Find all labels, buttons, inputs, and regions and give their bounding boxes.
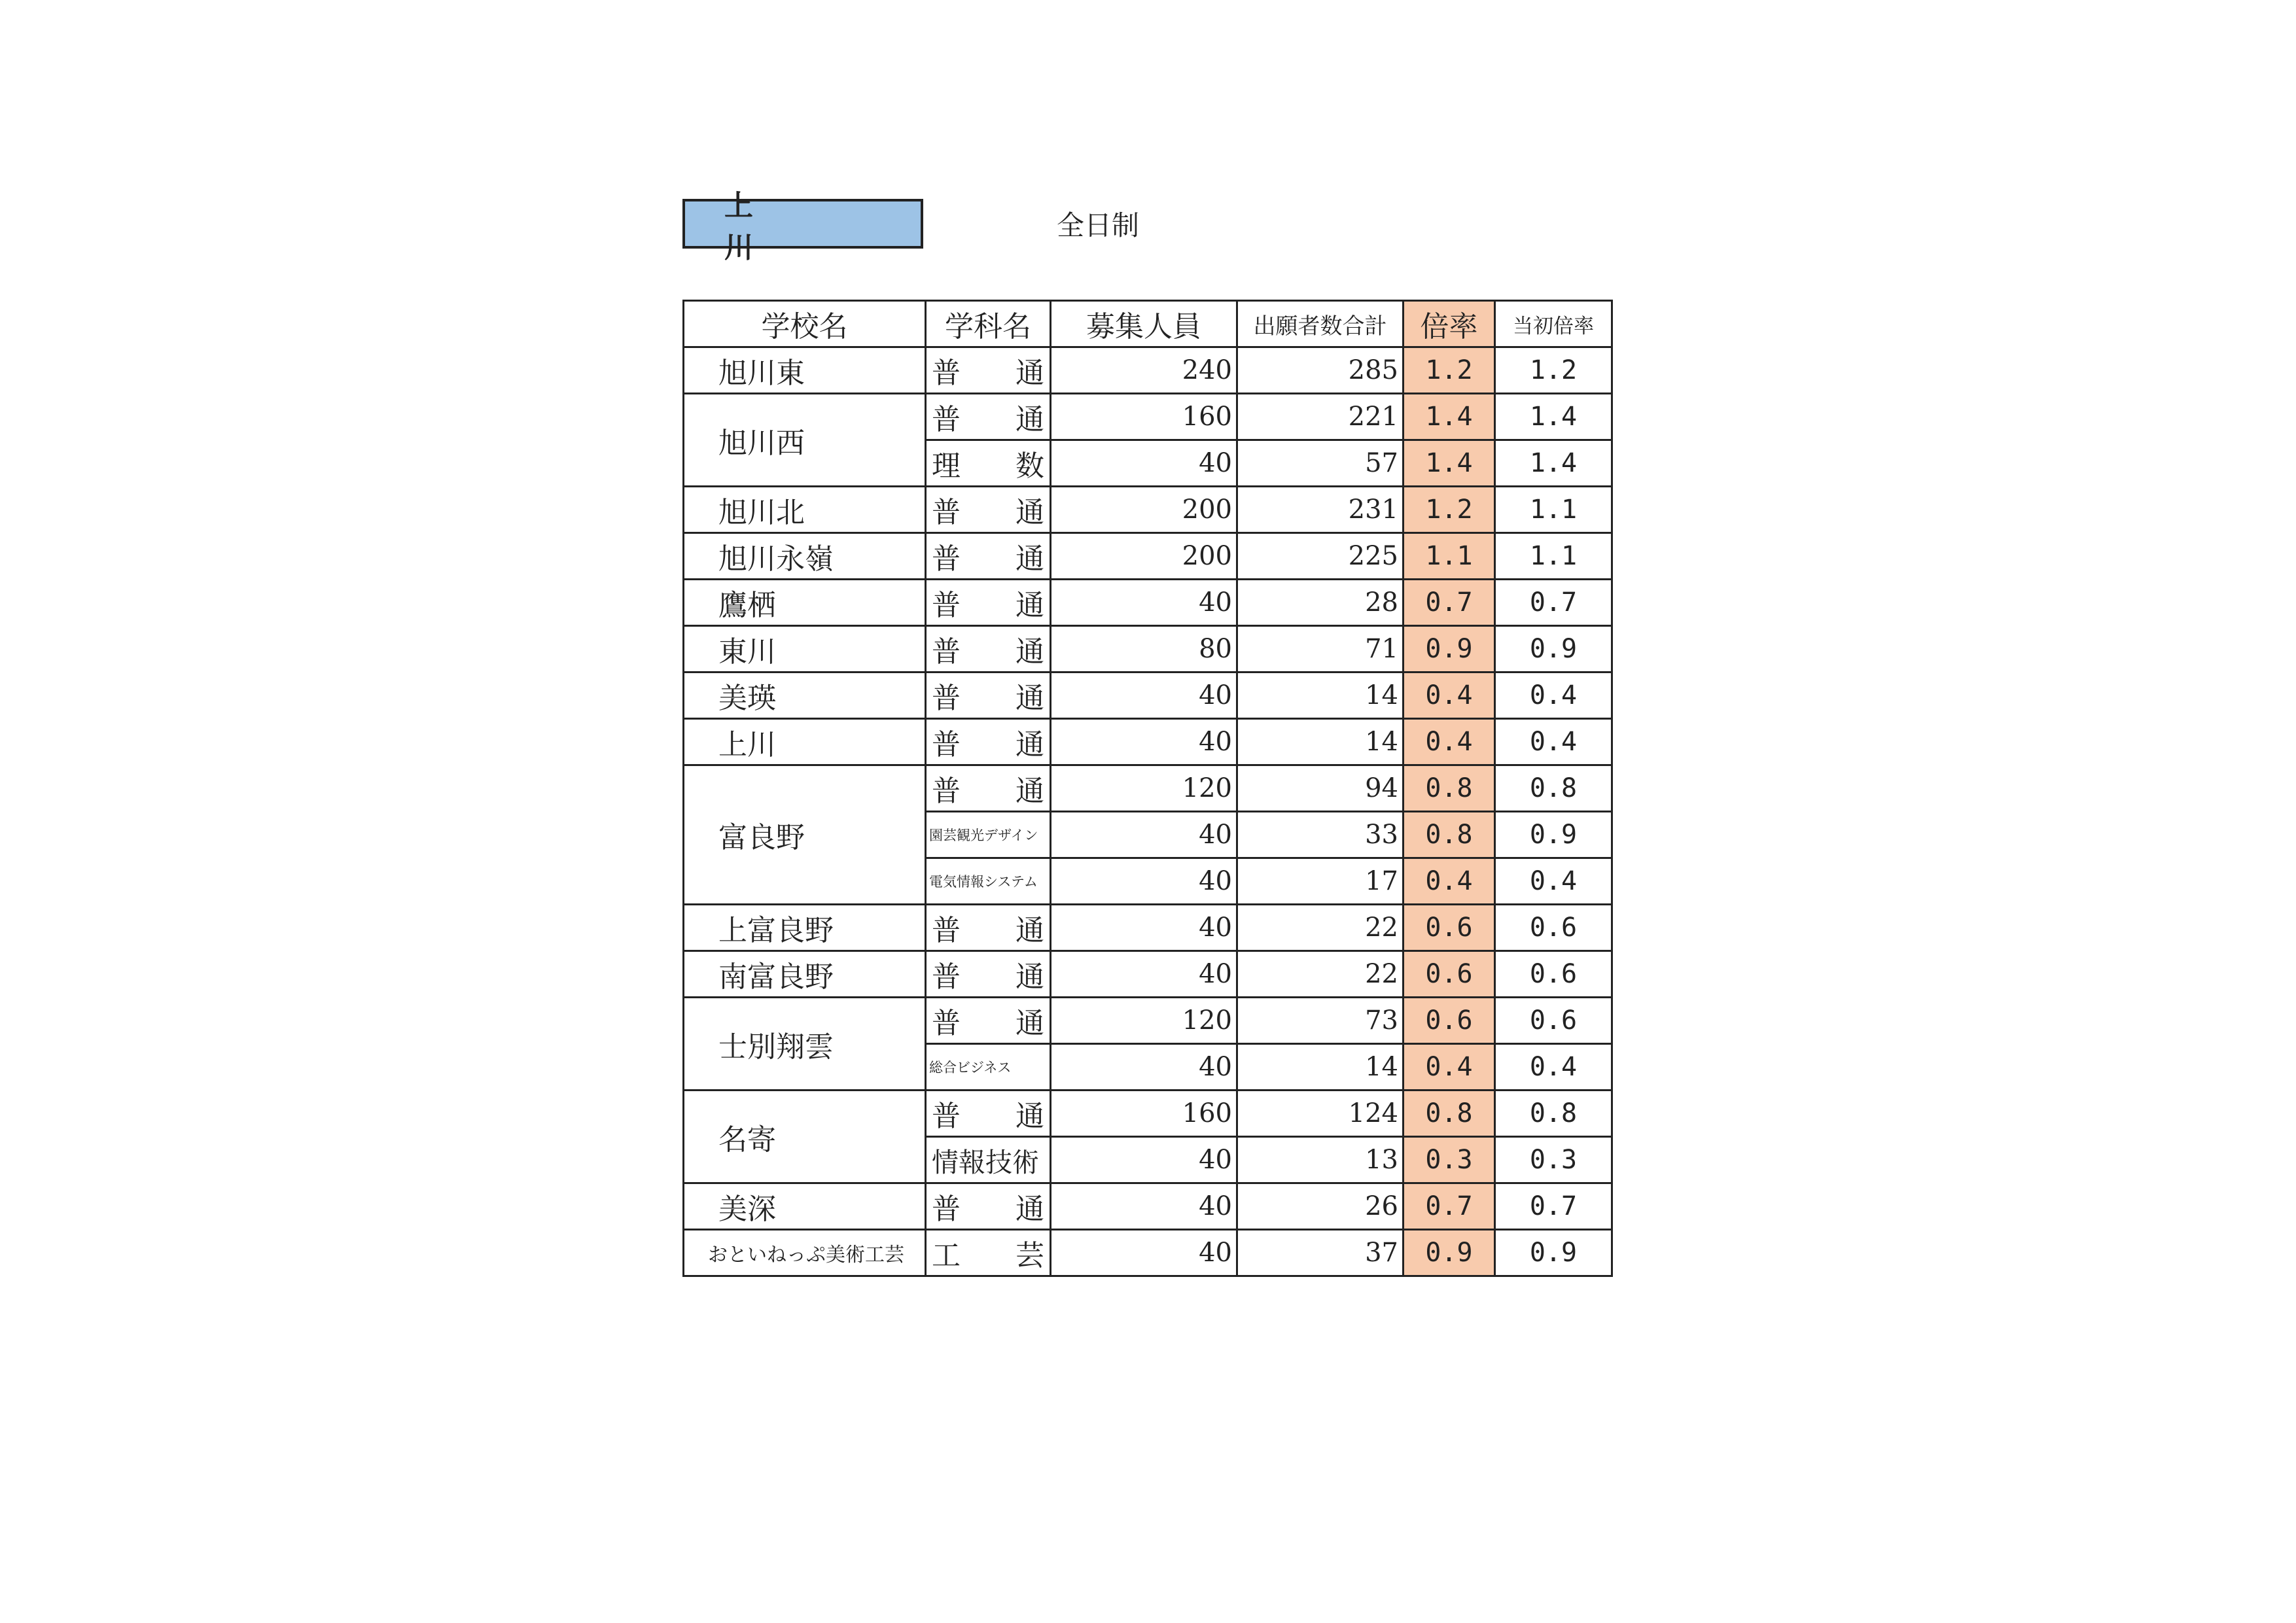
header-quota: 募集人員 xyxy=(1051,301,1237,347)
ratio-cell: 0.4 xyxy=(1404,719,1495,765)
ratio-cell: 0.6 xyxy=(1404,998,1495,1044)
quota-cell: 200 xyxy=(1051,533,1237,580)
school-name-cell: 士別翔雲 xyxy=(684,998,926,1091)
quota-cell: 40 xyxy=(1051,580,1237,626)
region-label xyxy=(682,189,923,264)
school-name-cell: 南富良野 xyxy=(684,951,926,998)
table-row xyxy=(684,394,1612,440)
quota-cell: 40 xyxy=(1051,905,1237,951)
school-name-cell: 東川 xyxy=(684,626,926,672)
table-row xyxy=(684,487,1612,533)
quota-cell: 160 xyxy=(1051,394,1237,440)
initial-ratio-cell: 0.4 xyxy=(1495,858,1612,905)
applicants-cell: 26 xyxy=(1237,1183,1404,1230)
applicants-cell: 37 xyxy=(1237,1230,1404,1276)
initial-ratio-cell: 0.6 xyxy=(1495,998,1612,1044)
ratio-cell: 0.3 xyxy=(1404,1137,1495,1183)
ratio-cell: 0.8 xyxy=(1404,765,1495,812)
quota-cell: 160 xyxy=(1051,1091,1237,1137)
department-cell: 園芸観光デザイン xyxy=(926,812,1051,858)
quota-cell: 40 xyxy=(1051,1137,1237,1183)
quota-cell: 40 xyxy=(1051,719,1237,765)
quota-cell: 40 xyxy=(1051,1044,1237,1091)
school-name-cell: 上川 xyxy=(684,719,926,765)
department-cell: 普通 xyxy=(926,1091,1051,1137)
quota-cell: 200 xyxy=(1051,487,1237,533)
ratio-cell: 0.8 xyxy=(1404,1091,1495,1137)
applicants-cell: 124 xyxy=(1237,1091,1404,1137)
ratio-cell: 0.6 xyxy=(1404,905,1495,951)
applicants-cell: 94 xyxy=(1237,765,1404,812)
department-cell: 普通 xyxy=(926,626,1051,672)
applicants-cell: 57 xyxy=(1237,440,1404,487)
quota-cell: 40 xyxy=(1051,440,1237,487)
initial-ratio-cell: 0.4 xyxy=(1495,719,1612,765)
department-cell: 普通 xyxy=(926,347,1051,394)
table-row xyxy=(684,1091,1612,1137)
quota-cell: 240 xyxy=(1051,347,1237,394)
school-name-cell: 美深 xyxy=(684,1183,926,1230)
ratio-cell: 1.2 xyxy=(1404,487,1495,533)
applicants-cell: 33 xyxy=(1237,812,1404,858)
department-cell: 普通 xyxy=(926,998,1051,1044)
school-name-cell: 旭川東 xyxy=(684,347,926,394)
applicants-cell: 17 xyxy=(1237,858,1404,905)
applicants-cell: 71 xyxy=(1237,626,1404,672)
table-row xyxy=(684,719,1612,765)
header-applicants-total: 出願者数合計 xyxy=(1237,301,1404,347)
initial-ratio-cell: 0.9 xyxy=(1495,812,1612,858)
quota-cell: 40 xyxy=(1051,1230,1237,1276)
initial-ratio-cell: 0.9 xyxy=(1495,1230,1612,1276)
quota-cell: 40 xyxy=(1051,812,1237,858)
school-name-cell: 上富良野 xyxy=(684,905,926,951)
initial-ratio-cell: 1.1 xyxy=(1495,487,1612,533)
school-name-cell: 旭川永嶺 xyxy=(684,533,926,580)
ratio-cell: 0.9 xyxy=(1404,1230,1495,1276)
table-row xyxy=(684,626,1612,672)
ratio-cell: 0.4 xyxy=(1404,858,1495,905)
quota-cell: 40 xyxy=(1051,951,1237,998)
table-row xyxy=(684,1183,1612,1230)
table-row xyxy=(684,765,1612,812)
quota-cell: 120 xyxy=(1051,998,1237,1044)
table-row xyxy=(684,1230,1612,1276)
initial-ratio-cell: 0.4 xyxy=(1495,672,1612,719)
department-cell: 普通 xyxy=(926,394,1051,440)
applicants-cell: 14 xyxy=(1237,719,1404,765)
school-name-cell: 名寄 xyxy=(684,1091,926,1183)
initial-ratio-cell: 1.4 xyxy=(1495,440,1612,487)
ratio-cell: 0.9 xyxy=(1404,626,1495,672)
applicants-cell: 231 xyxy=(1237,487,1404,533)
applicants-cell: 225 xyxy=(1237,533,1404,580)
region-name: 上 川 xyxy=(724,189,860,264)
initial-ratio-cell: 0.9 xyxy=(1495,626,1612,672)
header-department: 学科名 xyxy=(926,301,1051,347)
applicants-cell: 28 xyxy=(1237,580,1404,626)
quota-cell: 40 xyxy=(1051,1183,1237,1230)
department-cell: 普通 xyxy=(926,580,1051,626)
header-ratio: 倍率 xyxy=(1404,301,1495,347)
initial-ratio-cell: 0.7 xyxy=(1495,1183,1612,1230)
department-cell: 普通 xyxy=(926,487,1051,533)
ratio-cell: 0.8 xyxy=(1404,812,1495,858)
course-type-label: 全日制 xyxy=(1057,209,1140,241)
initial-ratio-cell: 1.4 xyxy=(1495,394,1612,440)
table-body xyxy=(684,347,1612,1276)
department-cell: 情報技術 xyxy=(926,1137,1051,1183)
initial-ratio-cell: 0.6 xyxy=(1495,905,1612,951)
applicants-cell: 14 xyxy=(1237,1044,1404,1091)
school-name-cell: 旭川西 xyxy=(684,394,926,487)
department-cell: 普通 xyxy=(926,765,1051,812)
department-cell: 普通 xyxy=(926,905,1051,951)
table-row xyxy=(684,951,1612,998)
school-name-cell: 美瑛 xyxy=(684,672,926,719)
school-name-cell: 鷹栖 xyxy=(684,580,926,626)
table-row xyxy=(684,998,1612,1044)
initial-ratio-cell: 1.1 xyxy=(1495,533,1612,580)
department-cell: 普通 xyxy=(926,672,1051,719)
ratio-cell: 0.6 xyxy=(1404,951,1495,998)
quota-cell: 40 xyxy=(1051,672,1237,719)
table-row xyxy=(684,905,1612,951)
ratio-cell: 1.4 xyxy=(1404,394,1495,440)
header-school-name: 学校名 xyxy=(684,301,926,347)
initial-ratio-cell: 0.8 xyxy=(1495,765,1612,812)
applicants-cell: 22 xyxy=(1237,951,1404,998)
department-cell: 普通 xyxy=(926,719,1051,765)
department-cell: 総合ビジネス xyxy=(926,1044,1051,1091)
table-row xyxy=(684,347,1612,394)
quota-cell: 40 xyxy=(1051,858,1237,905)
initial-ratio-cell: 0.7 xyxy=(1495,580,1612,626)
applicants-cell: 73 xyxy=(1237,998,1404,1044)
department-cell: 普通 xyxy=(926,951,1051,998)
table-header-row xyxy=(684,301,1612,347)
table-row xyxy=(684,533,1612,580)
applicants-cell: 22 xyxy=(1237,905,1404,951)
initial-ratio-cell: 0.4 xyxy=(1495,1044,1612,1091)
department-cell: 電気情報システム xyxy=(926,858,1051,905)
applicants-cell: 285 xyxy=(1237,347,1404,394)
initial-ratio-cell: 1.2 xyxy=(1495,347,1612,394)
department-cell: 工芸 xyxy=(926,1230,1051,1276)
admission-ratio-table xyxy=(682,300,1613,1277)
ratio-cell: 0.7 xyxy=(1404,580,1495,626)
department-cell: 普通 xyxy=(926,1183,1051,1230)
department-cell: 普通 xyxy=(926,533,1051,580)
department-cell: 理数 xyxy=(926,440,1051,487)
ratio-cell: 0.4 xyxy=(1404,672,1495,719)
table-row xyxy=(684,580,1612,626)
quota-cell: 80 xyxy=(1051,626,1237,672)
applicants-cell: 221 xyxy=(1237,394,1404,440)
ratio-cell: 1.1 xyxy=(1404,533,1495,580)
ratio-cell: 0.4 xyxy=(1404,1044,1495,1091)
initial-ratio-cell: 0.8 xyxy=(1495,1091,1612,1137)
school-name-cell: おといねっぷ美術工芸 xyxy=(684,1230,926,1276)
applicants-cell: 13 xyxy=(1237,1137,1404,1183)
initial-ratio-cell: 0.6 xyxy=(1495,951,1612,998)
initial-ratio-cell: 0.3 xyxy=(1495,1137,1612,1183)
ratio-cell: 1.2 xyxy=(1404,347,1495,394)
table-row xyxy=(684,672,1612,719)
ratio-cell: 1.4 xyxy=(1404,440,1495,487)
ratio-cell: 0.7 xyxy=(1404,1183,1495,1230)
applicants-cell: 14 xyxy=(1237,672,1404,719)
quota-cell: 120 xyxy=(1051,765,1237,812)
school-name-cell: 旭川北 xyxy=(684,487,926,533)
header-initial-ratio: 当初倍率 xyxy=(1495,301,1612,347)
school-name-cell: 富良野 xyxy=(684,765,926,905)
